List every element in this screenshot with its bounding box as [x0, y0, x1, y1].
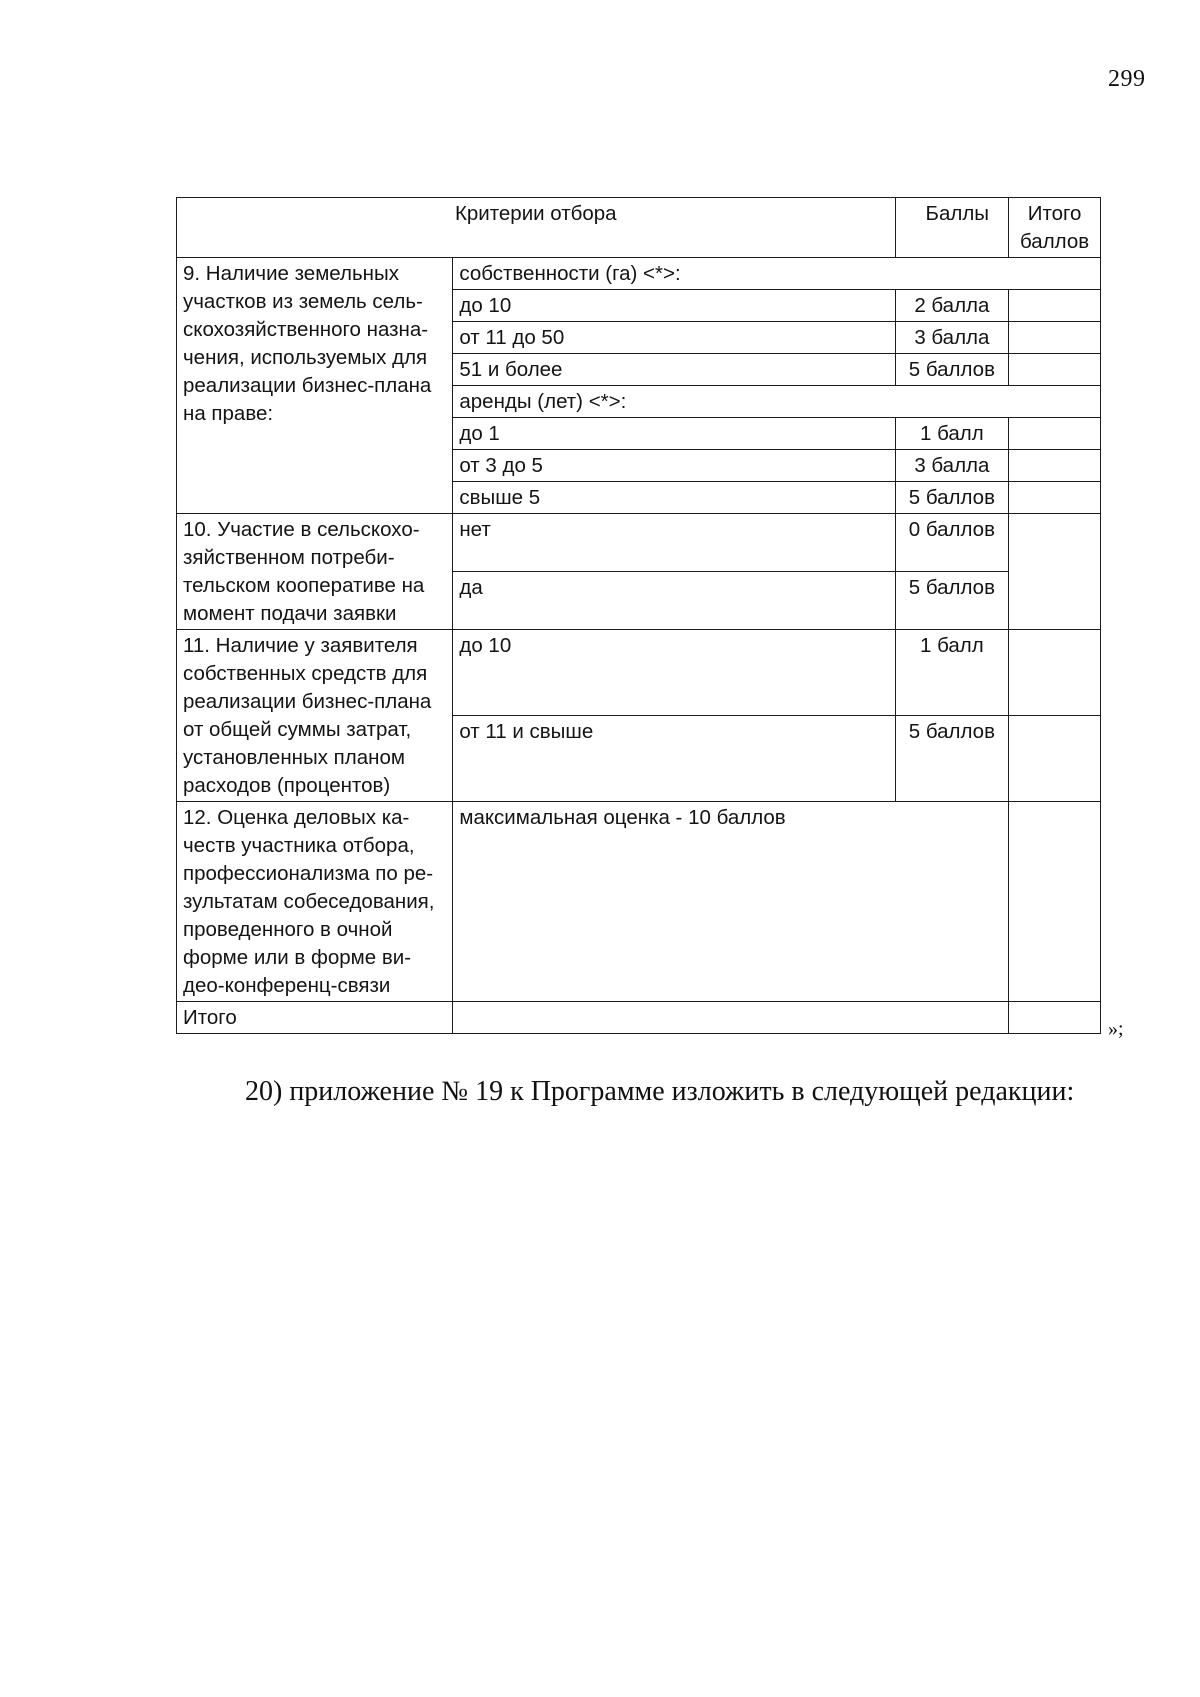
table-row [177, 802, 1101, 1002]
option-label: от 3 до 5 [453, 450, 895, 482]
option-label: нет [453, 514, 895, 572]
table-header-row [177, 198, 1101, 258]
header-points: Баллы [895, 198, 1009, 258]
total-cell [1009, 716, 1101, 802]
option-label: до 10 [453, 290, 895, 322]
criterion-10-cell: 10. Участие в сельскохо-зяйственном потреби-тельском кооперативе на момент подачи заявки [177, 514, 453, 630]
total-cell [1009, 630, 1101, 716]
table-row [177, 258, 1101, 290]
total-cell [1009, 354, 1101, 386]
total-cell [1009, 802, 1101, 1002]
option-points: 5 баллов [895, 572, 1009, 630]
option-points: 0 баллов [895, 514, 1009, 572]
option-label: 51 и более [453, 354, 895, 386]
table-row [177, 514, 1101, 572]
option-points: 5 баллов [895, 354, 1009, 386]
option-label: собственности (га) <*>: [453, 258, 1101, 290]
option-points: 2 балла [895, 290, 1009, 322]
header-criteria: Критерии отбора [177, 198, 896, 258]
option-points: 5 баллов [895, 716, 1009, 802]
option-label: от 11 до 50 [453, 322, 895, 354]
criterion-9-cell: 9. Наличие земельных участков из земель сель-скохозяйственного назна-чения, используемых для реализации бизнес-плана на праве: [177, 258, 453, 514]
option-label: до 10 [453, 630, 895, 716]
option-label: от 11 и свыше [453, 716, 895, 802]
option-points: 1 балл [895, 418, 1009, 450]
total-label: Итого [177, 1002, 453, 1034]
total-points-cell [453, 1002, 1009, 1034]
criterion-12-cell: 12. Оценка деловых ка-честв участника отбора, профессионализма по ре-зультатам собеседования, проведенного в очной форме или в форме ви-део-конференц-связи [177, 802, 453, 1002]
header-total-points: Итого баллов [1009, 198, 1101, 258]
criterion-11-cell: 11. Наличие у заявителя собственных средств для реализации бизнес-плана от общей суммы затрат, установленных планом расходов (процентов) [177, 630, 453, 802]
total-cell [1009, 290, 1101, 322]
closing-quote: »; [1108, 1018, 1124, 1040]
option-points: 3 балла [895, 450, 1009, 482]
total-cell [1009, 514, 1101, 630]
option-points: 3 балла [895, 322, 1009, 354]
total-cell [1009, 1002, 1101, 1034]
option-points: 1 балл [895, 630, 1009, 716]
option-label: да [453, 572, 895, 630]
table-row [177, 630, 1101, 716]
page-number: 299 [1108, 66, 1146, 92]
option-label: свыше 5 [453, 482, 895, 514]
total-cell [1009, 482, 1101, 514]
option-label: до 1 [453, 418, 895, 450]
total-cell [1009, 450, 1101, 482]
table-row [177, 1002, 1101, 1034]
total-cell [1009, 418, 1101, 450]
instruction-paragraph: 20) приложение № 19 к Программе изложить в следующей редакции: [245, 1076, 1075, 1107]
option-label: максимальная оценка - 10 баллов [453, 802, 1009, 1002]
option-label: аренды (лет) <*>: [453, 386, 1101, 418]
option-points: 5 баллов [895, 482, 1009, 514]
criteria-table [176, 197, 1101, 1034]
total-cell [1009, 322, 1101, 354]
